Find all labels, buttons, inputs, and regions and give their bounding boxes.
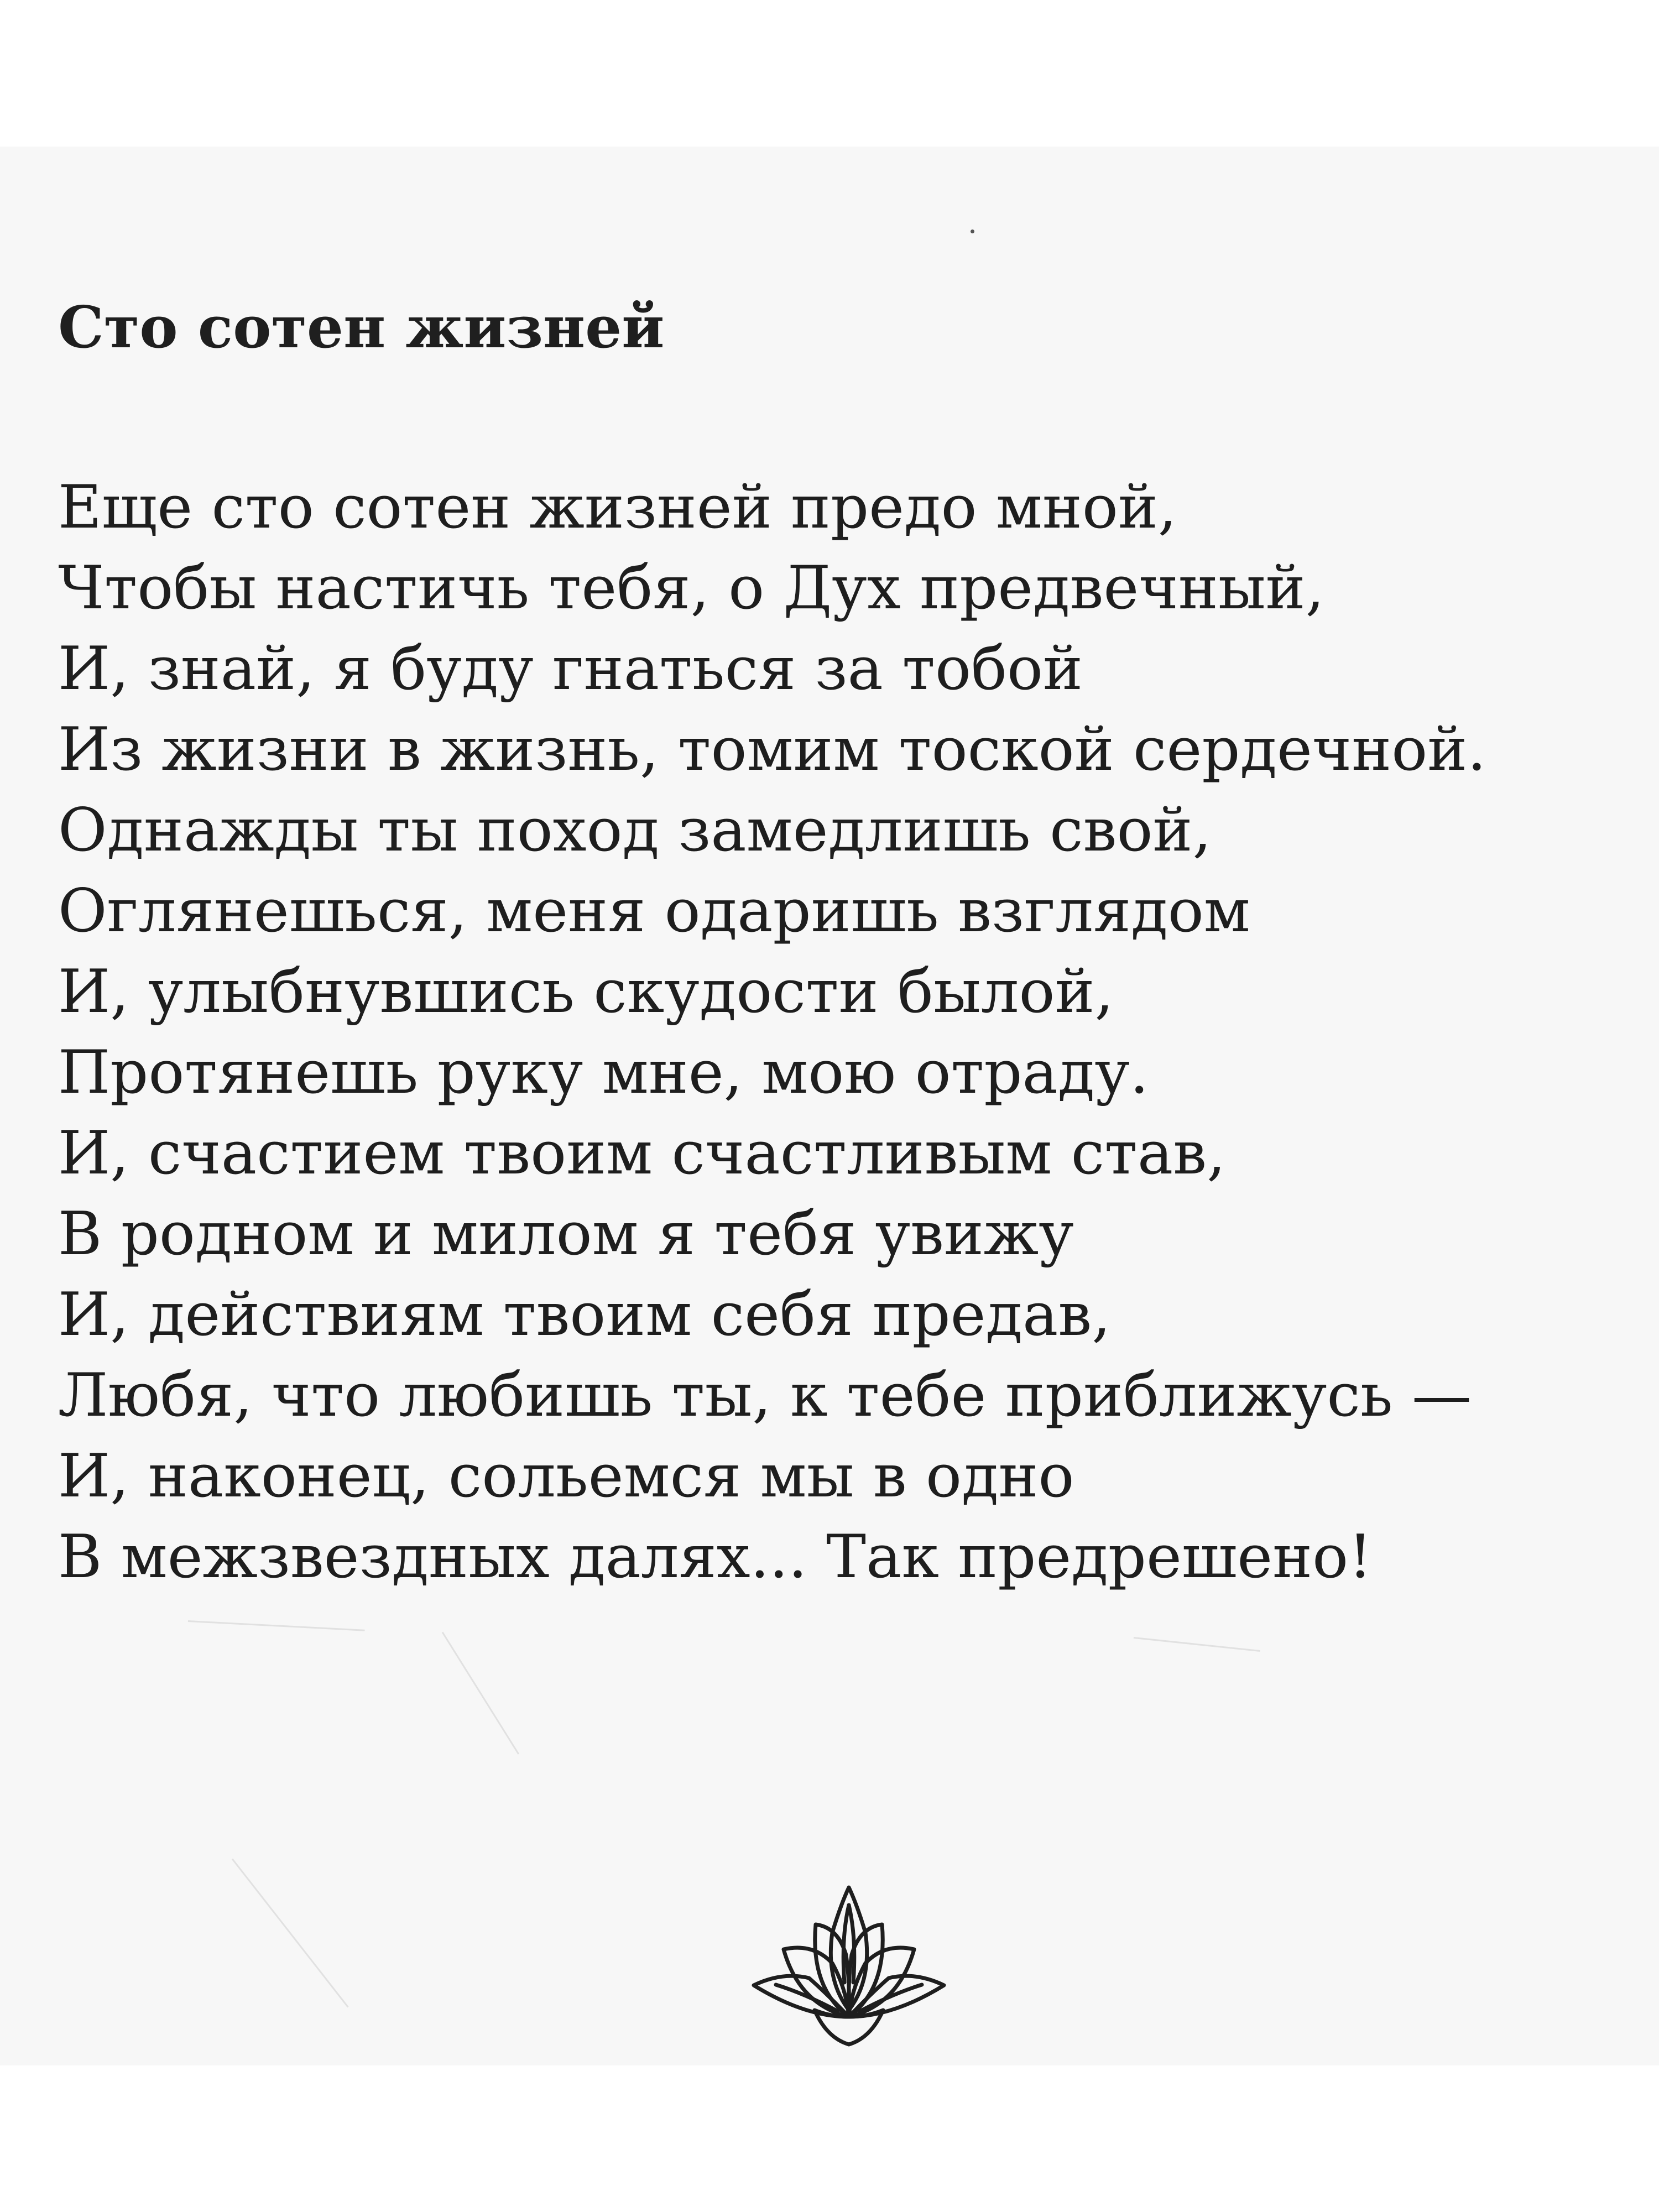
poem-line: Из жизни в жизнь, томим тоской сердечной. xyxy=(58,715,1486,784)
poem-line: Однажды ты поход замедлишь свой, xyxy=(58,796,1212,865)
lotus-icon xyxy=(744,1872,954,2049)
poem-line: В межзвездных далях... Так предрешено! xyxy=(58,1522,1373,1592)
poem-body xyxy=(58,467,1486,1598)
poem-line: В родном и милом я тебя увижу xyxy=(58,1199,1074,1269)
poem-line: И, знай, я буду гнаться за тобой xyxy=(58,634,1083,703)
poem-line: Протянешь руку мне, мою отраду. xyxy=(58,1038,1149,1107)
poem-line: И, наконец, сольемся мы в одно xyxy=(58,1442,1074,1511)
poem-line: И, действиям твоим себя предав, xyxy=(58,1280,1111,1349)
poem-line: Оглянешься, меня одаришь взглядом xyxy=(58,877,1250,946)
paper-speck xyxy=(971,229,974,233)
poem-line: Любя, что любишь ты, к тебе приближусь — xyxy=(58,1361,1472,1430)
poem-line: Еще сто сотен жизней предо мной, xyxy=(58,473,1177,542)
poem-line: Чтобы настичь тебя, о Дух предвечный, xyxy=(58,554,1324,623)
poem-title: Сто сотен жизней xyxy=(58,293,665,361)
poem-line: И, улыбнувшись скудости былой, xyxy=(58,957,1114,1026)
poem-line: И, счастием твоим счастливым став, xyxy=(58,1119,1226,1188)
